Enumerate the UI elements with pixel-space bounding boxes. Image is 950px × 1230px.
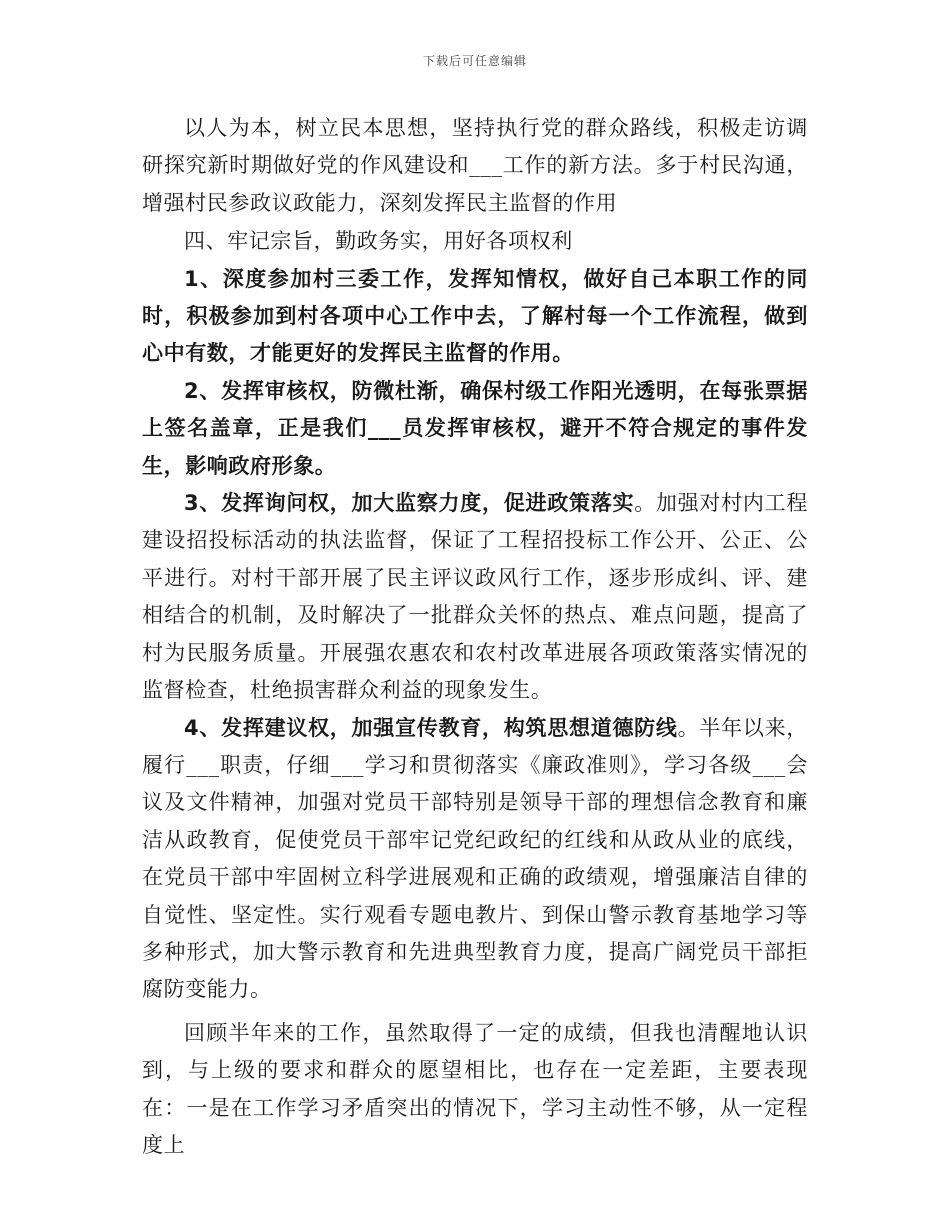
document-body bbox=[142, 110, 808, 1164]
paragraph-body-text: 。加强对村内工程建设招投标活动的执法监督，保证了工程招投标工作公开、公正、公平进行。对村干部开展了民主评议政风行工作，逐步形成纠、评、建相结合的机制，及时解决了一批群众关怀的热点、难点问题，提高了村为民服务质量。开展强农惠农和农村改革进展各项政策落实情况的监督检查，杜绝损害群众利益的现象发生。 bbox=[142, 491, 808, 703]
paragraph-review: 回顾半年来的工作，虽然取得了一定的成绩，但我也清醒地认识到，与上级的要求和群众的愿望相比，也存在一定差距，主要表现在：一是在工作学习矛盾突出的情况下，学习主动性不够，从一定程度上 bbox=[142, 1020, 808, 1157]
paragraph-lead-bold: 4、发挥建议权，加强宣传教育，构筑思想道德防线 bbox=[184, 715, 678, 740]
paragraph-body-text: 。半年以来，履行___职责，仔细___学习和贯彻落实《廉政准则》，学习各级___会议及文件精神，加强对党员干部特别是领导干部的理想信念教育和廉洁从政教育，促使党员干部牢记党纪政纪的红线和从政从业的底线，在党员干部中牢固树立科学进展观和正确的政绩观，增强廉洁自律的自觉性、坚定性。实行观看专题电教片、到保山警示教育基地学习等多种形式，加大警示教育和先进典型教育力度，提高广阔党员干部拒腐防变能力。 bbox=[142, 715, 808, 1002]
paragraph-people-oriented: 以人为本，树立民本思想，坚持执行党的群众路线，积极走访调研探究新时期做好党的作风建设和___工作的新方法。多于村民沟通，增强村民参政议政能力，深刻发挥民主监督的作用 bbox=[142, 116, 808, 215]
paragraph-lead-bold: 3、发挥询问权，加大监察力度，促进政策落实 bbox=[184, 491, 635, 516]
paragraph-right-to-suggest bbox=[142, 710, 808, 1009]
paragraph-right-to-know: 1、深度参加村三委工作，发挥知情权，做好自己本职工作的同时，积极参加到村各项中心工作中去，了解村每一个工作流程，做到心中有数，才能更好的发挥民主监督的作用。 bbox=[142, 266, 808, 366]
paragraph-right-to-inquire bbox=[142, 485, 808, 709]
section-heading-four bbox=[142, 223, 808, 260]
page-header-note: 下载后可任意编辑 bbox=[422, 54, 527, 68]
paragraph-right-to-audit: 2、发挥审核权，防微杜渐，确保村级工作阳光透明，在每张票据上签名盖章，正是我们___员发挥审核权，避开不符合规定的事件发生，影响政府形象。 bbox=[142, 378, 808, 478]
section-heading-text: 四、牢记宗旨，勤政务实，用好各项权利 bbox=[184, 229, 573, 254]
